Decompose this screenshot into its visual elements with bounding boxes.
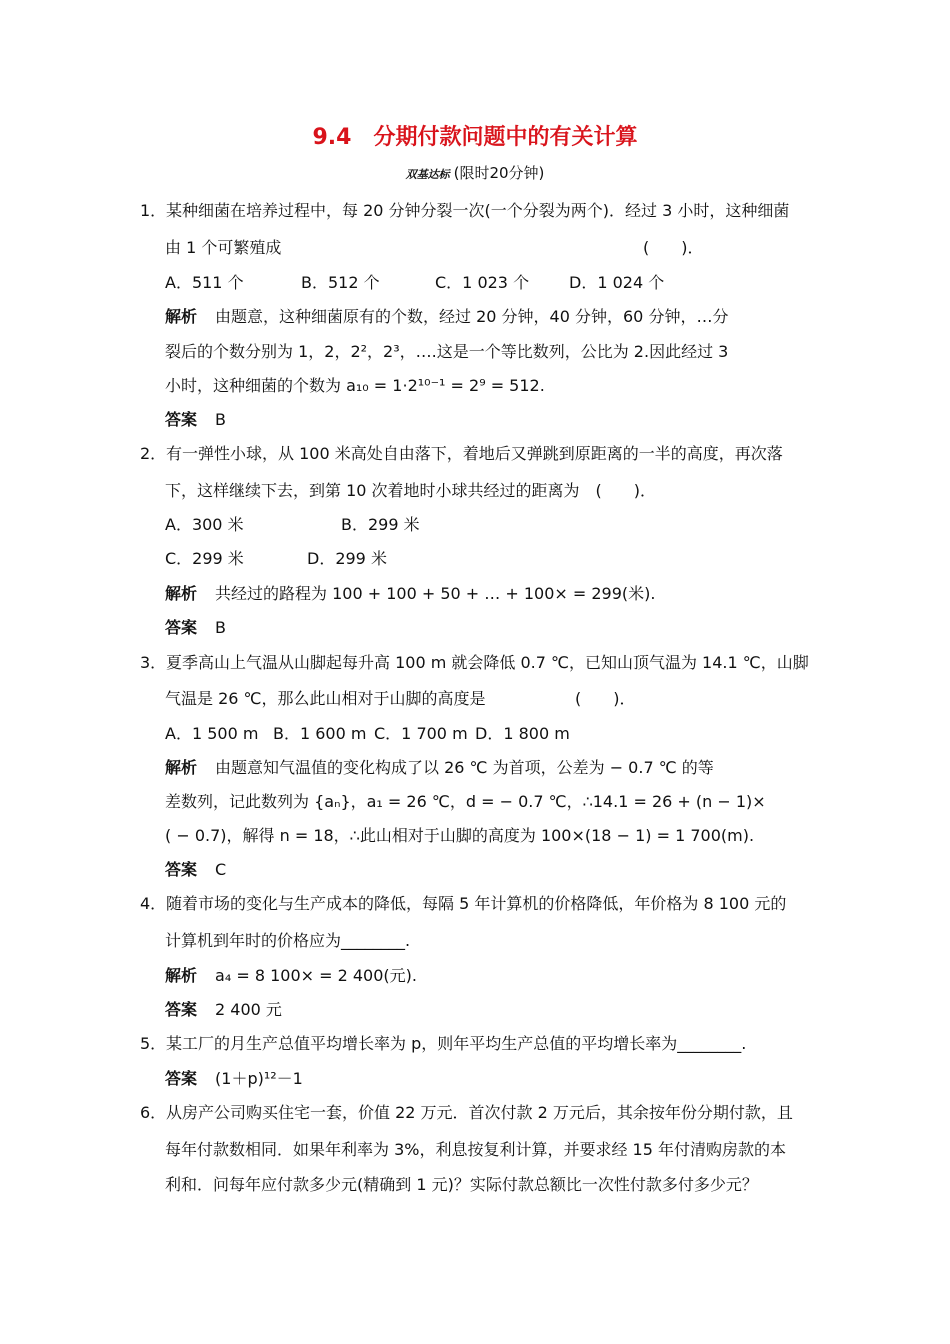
question-3-line2	[165, 686, 685, 709]
option-a: A．300 米	[165, 515, 244, 534]
option-b: B．299 米	[341, 515, 420, 534]
question-number: 6．	[140, 1103, 167, 1122]
analysis-text: 共经过的路程为 100 + 100 + 50 + … + 100× = 299(米).	[215, 584, 656, 603]
answer-paren: ( )．	[643, 238, 704, 257]
subtitle-tag: 双基达标	[405, 168, 450, 181]
analysis-1-line3: 小时，这种细菌的个数为 a₁₀ = 1·2¹⁰⁻¹ = 2⁹ = 512.	[165, 376, 545, 395]
analysis-3	[165, 755, 714, 778]
analysis-text: 由题意知气温值的变化构成了以 26 ℃ 为首项，公差为 − 0.7 ℃ 的等	[215, 758, 714, 777]
question-text: 气温是 26 ℃，那么此山相对于山脚的高度是	[165, 689, 486, 708]
question-number: 1．	[140, 201, 167, 220]
analysis-1	[165, 304, 728, 327]
option-a: A．511 个	[165, 273, 244, 292]
answer-label: 答案	[165, 1000, 198, 1019]
answer-5	[165, 1066, 303, 1089]
option-c: C．299 米	[165, 549, 244, 568]
option-d: D．1 800 m	[475, 724, 570, 743]
section-title: 分期付款问题中的有关计算	[373, 125, 638, 150]
question-number: 5．	[140, 1034, 167, 1053]
answer-label: 答案	[165, 618, 198, 637]
question-text: 夏季高山上气温从山脚起每升高 100 m 就会降低 0.7 ℃，已知山顶气温为 14.1 ℃，山脚	[166, 653, 809, 672]
option-b: B．512 个	[301, 273, 380, 292]
answer-value: 2 400 元	[215, 1000, 282, 1019]
answer-value: C	[215, 860, 227, 879]
question-text: 某种细菌在培养过程中，每 20 分钟分裂一次(一个分裂为两个)．经过 3 小时，这种细菌	[166, 201, 790, 220]
section-number: 9.4	[312, 125, 352, 150]
question-text: 随着市场的变化与生产成本的降低，每隔 5 年计算机的价格降低，年价格为 8 100 元的	[166, 894, 787, 913]
question-1	[140, 198, 789, 221]
analysis-label: 解析	[165, 966, 198, 985]
analysis-4	[165, 963, 417, 986]
answer-2	[165, 615, 226, 638]
question-5	[140, 1031, 746, 1054]
option-c: C．1 700 m	[374, 724, 468, 743]
question-3-options	[165, 721, 570, 744]
option-d: D．299 米	[307, 549, 387, 568]
question-2-options-row1	[165, 512, 420, 535]
answer-value: B	[215, 618, 226, 637]
option-b: B．1 600 m	[273, 724, 367, 743]
answer-value: B	[215, 410, 226, 429]
question-4-line2: 计算机到年时的价格应为________.	[165, 931, 411, 950]
analysis-3-line3: ( − 0.7)，解得 n = 18，∴此山相对于山脚的高度为 100×(18 − 1) = 1 700(m).	[165, 826, 755, 845]
answer-4	[165, 997, 282, 1020]
analysis-1-line2: 裂后的个数分别为 1，2，2²，2³，….这是一个等比数列，公比为 2.因此经过 3	[165, 342, 729, 361]
answer-paren: ( )．	[575, 689, 636, 708]
answer-3	[165, 857, 226, 880]
option-a: A．1 500 m	[165, 724, 259, 743]
question-2-line2: 下，这样继续下去，到第 10 次着地时小球共经过的距离为 ( )．	[165, 481, 657, 500]
answer-label: 答案	[165, 410, 198, 429]
answer-label: 答案	[165, 860, 198, 879]
analysis-3-line2: 差数列，记此数列为 {aₙ}，a₁ = 26 ℃，d = − 0.7 ℃，∴14.1 = 26 + (n − 1)×	[165, 792, 766, 811]
question-4	[140, 891, 786, 914]
question-1-options	[165, 270, 664, 293]
question-number: 4．	[140, 894, 167, 913]
subtitle-text: (限时20分钟)	[453, 164, 545, 182]
question-number: 2．	[140, 444, 167, 463]
question-text: 由 1 个可繁殖成	[165, 238, 282, 257]
option-c: C．1 023 个	[435, 273, 530, 292]
question-3	[140, 650, 809, 673]
question-2	[140, 441, 783, 464]
analysis-text: 由题意，这种细菌原有的个数，经过 20 分钟，40 分钟，60 分钟，…分	[215, 307, 729, 326]
question-6	[140, 1100, 793, 1123]
answer-value: (1＋p)¹²－1	[215, 1069, 303, 1088]
question-1-line2	[165, 235, 725, 258]
question-number: 3．	[140, 653, 167, 672]
answer-1	[165, 407, 226, 430]
question-text: 从房产公司购买住宅一套，价值 22 万元．首次付款 2 万元后，其余按年份分期付款，且	[166, 1103, 793, 1122]
analysis-text: a₄ = 8 100× = 2 400(元).	[215, 966, 417, 985]
question-6-line3: 利和．问每年应付款多少元(精确到 1 元)？实际付款总额比一次性付款多付多少元？	[165, 1175, 758, 1194]
question-text: 有一弹性小球，从 100 米高处自由落下，着地后又弹跳到原距离的一半的高度，再次落	[166, 444, 783, 463]
answer-label: 答案	[165, 1069, 198, 1088]
analysis-2	[165, 581, 656, 604]
analysis-label: 解析	[165, 307, 198, 326]
section-subtitle	[0, 162, 950, 183]
question-2-options-row2	[165, 546, 387, 569]
page-title	[0, 120, 950, 151]
analysis-label: 解析	[165, 758, 198, 777]
question-6-line2: 每年付款数相同．如果年利率为 3%，利息按复利计算，并要求经 15 年付清购房款的本	[165, 1140, 787, 1159]
analysis-label: 解析	[165, 584, 198, 603]
option-d: D．1 024 个	[569, 273, 665, 292]
question-text: 某工厂的月生产总值平均增长率为 p，则年平均生产总值的平均增长率为________.	[166, 1034, 747, 1053]
